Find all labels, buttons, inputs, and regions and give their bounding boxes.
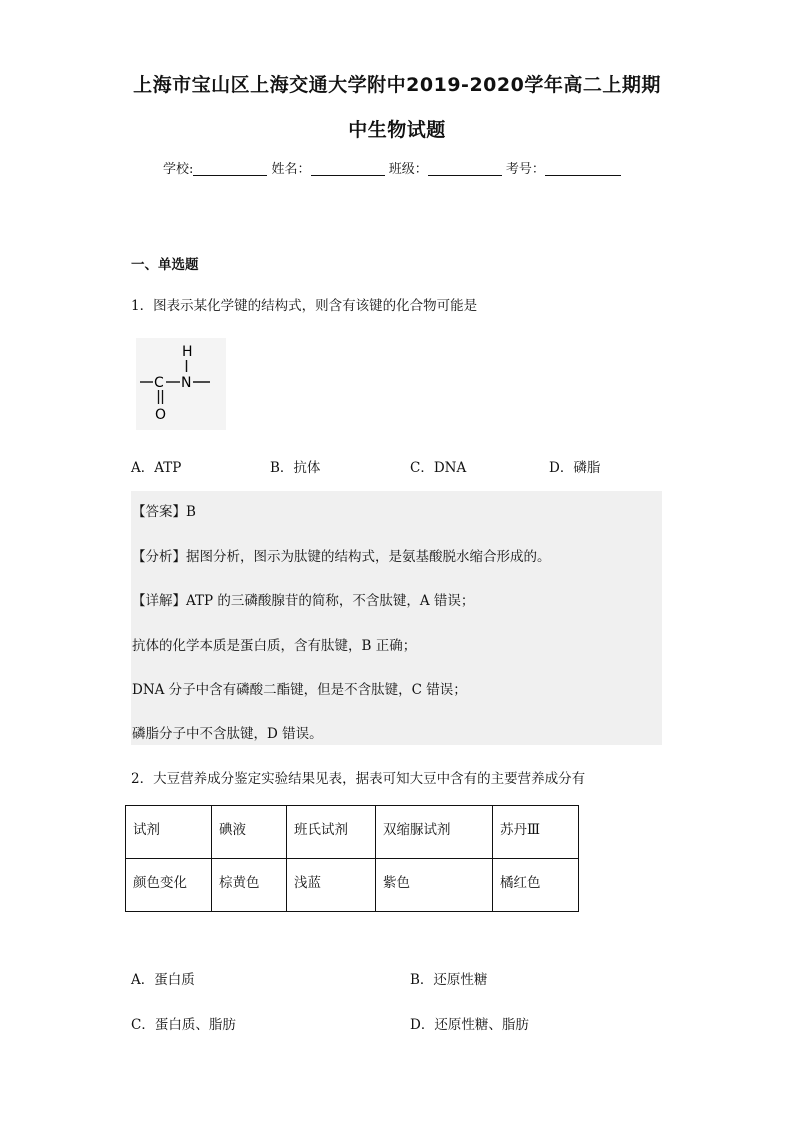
- q1-option-a[interactable]: A．ATP: [131, 460, 182, 476]
- q1-stem: 1．图表示某化学键的结构式，则含有该键的化合物可能是: [131, 298, 478, 314]
- q1-detail-line: 磷脂分子中不含肽键，D 错误。: [132, 726, 323, 742]
- table-cell: 颜色变化: [126, 859, 212, 912]
- q2-option-c[interactable]: C．蛋白质、脂肪: [131, 1017, 236, 1033]
- q1-analysis: 【分析】据图分析，图示为肽键的结构式，是氨基酸脱水缩合形成的。: [132, 549, 551, 565]
- school-blank[interactable]: [193, 161, 267, 176]
- page-title-line2: 中生物试题: [348, 119, 446, 141]
- table-row: [126, 859, 579, 912]
- name-label: 姓名：: [271, 162, 311, 177]
- peptide-bond-figure: [136, 338, 226, 430]
- q1-option-b[interactable]: B．抗体: [270, 460, 321, 476]
- atom-n: N: [181, 375, 192, 391]
- table-cell: 浅蓝: [287, 859, 376, 912]
- answer-explanation-box: [131, 491, 662, 745]
- section-title: 一、单选题: [131, 257, 199, 273]
- atom-h: H: [182, 344, 193, 360]
- q1-option-c[interactable]: C．DNA: [410, 460, 467, 476]
- student-info-fields: [163, 158, 621, 177]
- q1-detail-line: DNA 分子中含有磷酸二酯键，但是不含肽键，C 错误；: [132, 682, 467, 698]
- table-cell: 双缩脲试剂: [376, 806, 493, 859]
- table-cell: 试剂: [126, 806, 212, 859]
- q1-option-d[interactable]: D．磷脂: [549, 460, 601, 476]
- q1-answer: 【答案】B: [132, 504, 196, 520]
- table-cell: 班氏试剂: [287, 806, 376, 859]
- page-title-line1: 上海市宝山区上海交通大学附中2019-2020学年高二上期期: [133, 74, 661, 96]
- name-blank[interactable]: [311, 161, 385, 176]
- q2-option-b[interactable]: B．还原性糖: [410, 972, 488, 988]
- atom-o: O: [155, 407, 167, 423]
- q1-detail-line: 【详解】ATP 的三磷酸腺苷的简称，不含肽键，A 错误；: [132, 593, 475, 609]
- table-cell: 碘液: [212, 806, 287, 859]
- q1-detail-line: 抗体的化学本质是蛋白质，含有肽键，B 正确；: [132, 638, 417, 654]
- exam-number-label: 考号：: [505, 162, 545, 177]
- q2-result-table: [125, 805, 579, 912]
- class-blank[interactable]: [428, 161, 502, 176]
- table-cell: 苏丹Ⅲ: [493, 806, 579, 859]
- q2-option-a[interactable]: A．蛋白质: [131, 972, 195, 988]
- exam-number-blank[interactable]: [545, 161, 621, 176]
- q2-option-d[interactable]: D．还原性糖、脂肪: [410, 1017, 529, 1033]
- table-cell: 紫色: [376, 859, 493, 912]
- atom-c: C: [154, 375, 164, 391]
- school-label: 学校:: [163, 162, 194, 177]
- table-cell: 棕黄色: [212, 859, 287, 912]
- table-row: [126, 806, 579, 859]
- class-label: 班级：: [388, 162, 428, 177]
- q2-stem: 2．大豆营养成分鉴定实验结果见表，据表可知大豆中含有的主要营养成分有: [131, 771, 586, 787]
- table-cell: 橘红色: [493, 859, 579, 912]
